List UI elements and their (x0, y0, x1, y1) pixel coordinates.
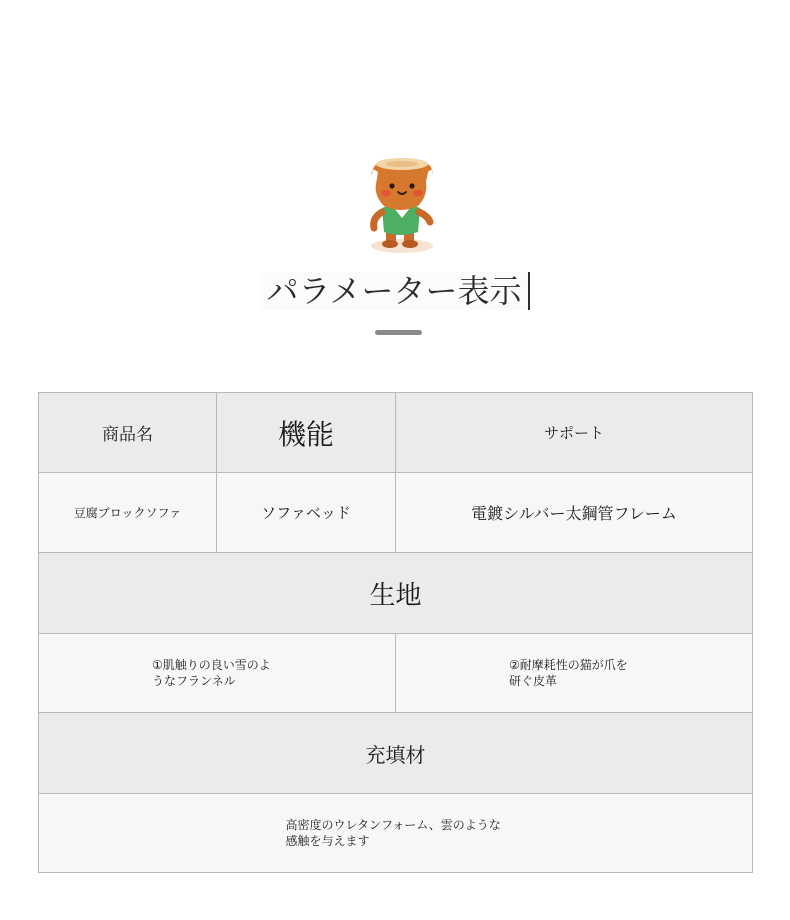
filling-header: 充填材 (39, 713, 753, 794)
filling-value-cell (39, 794, 753, 873)
value-support: 電鍍シルバー太鋼管フレーム (396, 473, 753, 553)
title-divider (375, 330, 422, 335)
fabric-option-1: ①肌触りの良い雪のようなフランネル (152, 658, 271, 688)
page-title: パラメーター表示 (260, 272, 529, 310)
filling-header-row (39, 713, 753, 794)
filling-value-row (39, 794, 753, 873)
header-row (39, 393, 753, 473)
fabric-options-row (39, 634, 753, 713)
fabric-option-2-cell (396, 634, 753, 713)
filling-value: 高密度のウレタンフォーム、雲のような感触を与えます (285, 818, 501, 848)
header-product-name: 商品名 (39, 393, 217, 473)
fabric-header: 生地 (39, 553, 753, 634)
header-function: 機能 (217, 393, 396, 473)
fabric-option-1-cell (39, 634, 396, 713)
value-function: ソファベッド (217, 473, 396, 553)
value-product-name: 豆腐ブロックソファ (39, 473, 217, 553)
header-support: サポート (396, 393, 753, 473)
value-row (39, 473, 753, 553)
page-title-wrapper (0, 266, 790, 316)
fabric-option-2: ②耐摩耗性の猫が爪を研ぐ皮革 (509, 658, 628, 688)
fabric-header-row (39, 553, 753, 634)
mascot-icon (362, 156, 440, 256)
parameter-table (38, 392, 753, 873)
